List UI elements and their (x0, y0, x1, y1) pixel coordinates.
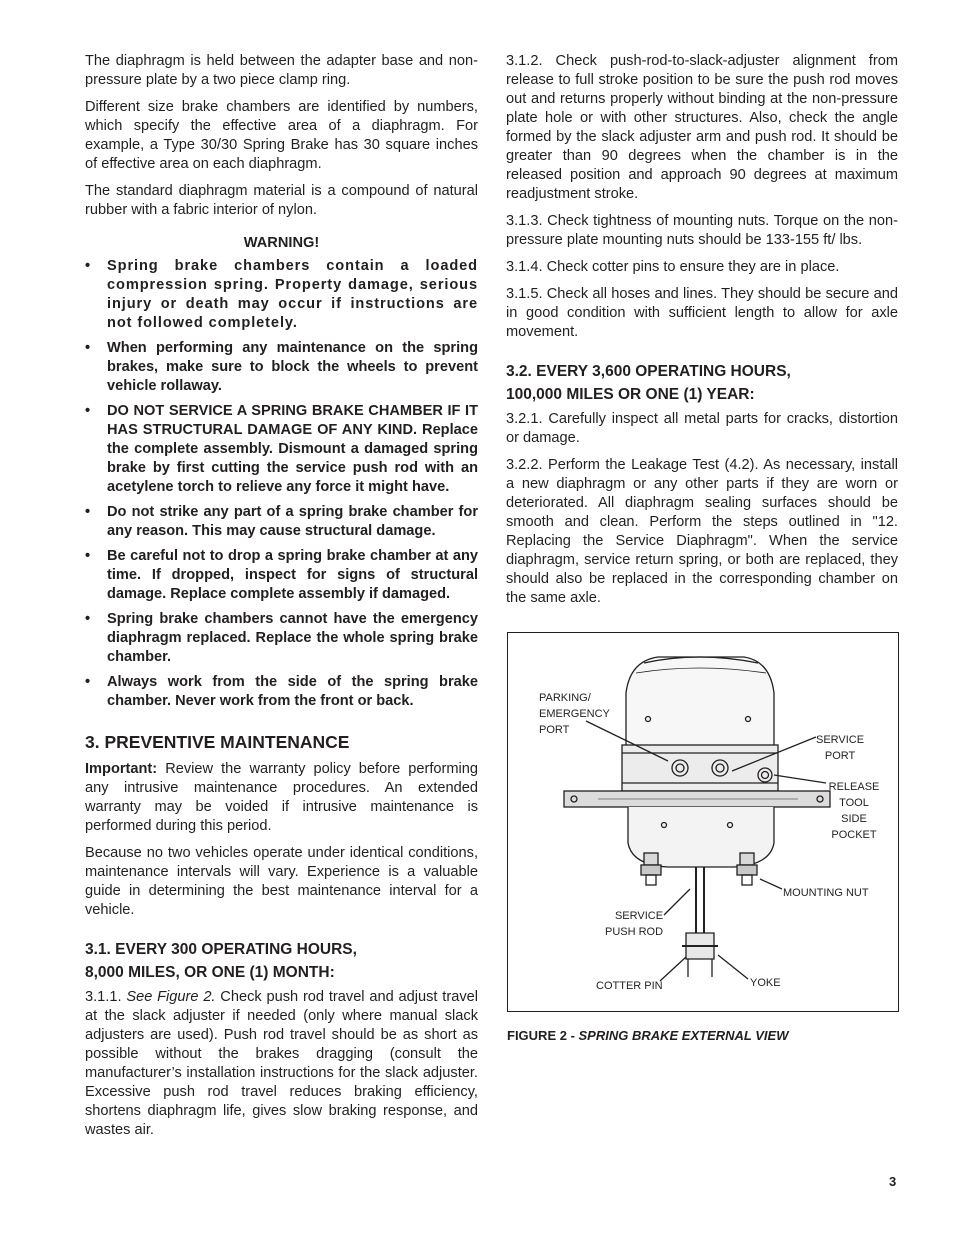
paragraph: 3.1.5. Check all hoses and lines. They should be secure and in good condition with sufficient length to allow for axle movement. (506, 286, 898, 340)
paragraph: 3.1.3. Check tightness of mounting nuts. Torque on the non-pressure plate mounting nuts should be 133-155 ft/ lbs. (506, 213, 898, 248)
right-column (506, 52, 898, 616)
service-port-label (816, 732, 864, 764)
label-line: SERVICE (816, 734, 865, 746)
section-heading: 3. PREVENTIVE MAINTENANCE (85, 732, 350, 752)
warning-item: • DO NOT SERVICE A SPRING BRAKE CHAMBER IF IT HAS STRUCTURAL DAMAGE OF ANY KIND. Replace the complete assembly. Dismount a damaged spring brake by first cutting the service push rod with an acetylene torch to relieve any force it might have. (85, 402, 478, 497)
release-tool-side-pocket-label (828, 779, 880, 843)
warning-item: • When performing any maintenance on the spring brakes, make sure to block the wheels to prevent vehicle rollaway. (85, 339, 478, 396)
warning-title: WARNING! (243, 235, 320, 251)
figure-reference: See Figure 2. (126, 989, 216, 1005)
service-push-rod-label (605, 908, 663, 940)
paragraph (85, 988, 478, 1140)
label-line: PUSH ROD (605, 926, 664, 938)
paragraph: 3.2.1. Carefully inspect all metal parts for cracks, distortion or damage. (506, 411, 898, 446)
paragraph: Different size brake chambers are identified by numbers, which specify the effective area of a diaphragm. For example, a Type 30/30 Spring Brake has 30 square inches of effective area on each diaphragm. (85, 99, 478, 172)
item-text: Check push rod travel and adjust travel at the slack adjuster if needed (only where manual slack adjusters are used). Push rod travel should be as short as possible without the brakes dragging (consult the manufacturer’s installation instructions for the slack adjuster. Excessive push rod travel reduces braking efficiency, shortens diaphragm life, gives slow braking response, and wastes air. (85, 989, 478, 1138)
subsection-heading-line: 100,000 MILES OR ONE (1) YEAR: (506, 386, 755, 403)
caption-title: SPRING BRAKE EXTERNAL VIEW (578, 1028, 789, 1043)
warning-item: • Always work from the side of the spring brake chamber. Never work from the front or back. (85, 673, 478, 711)
figure-2 (507, 632, 899, 1012)
warning-item: • Spring brake chambers contain a loaded compression spring. Property damage, serious injury or death may occur if instructions are not followed completely. (85, 257, 478, 333)
important-text: Review the warranty policy before performing any intrusive maintenance procedures. An extended warranty may be voided if intrusive maintenance is performed during this period. (85, 761, 478, 834)
cotter-pin-label: COTTER PIN (596, 980, 663, 992)
important-paragraph (85, 760, 478, 836)
label-line: POCKET (831, 829, 877, 841)
warning-item: • Do not strike any part of a spring brake chamber for any reason. This may cause structural damage. (85, 503, 478, 541)
paragraph: The diaphragm is held between the adapter base and non-pressure plate by a two piece clamp ring. (85, 53, 478, 88)
page-number: 3 (889, 1174, 897, 1189)
label-line: PORT (539, 724, 570, 736)
figure-caption (507, 1028, 788, 1043)
label-line: SIDE (841, 813, 867, 825)
label-line: SERVICE (614, 910, 664, 922)
paragraph: 3.1.2. Check push-rod-to-slack-adjuster alignment from release to full stroke position to be sure the push rod moves out and returns properly without binding at the non-pressure plate hole or with other structures. Also, check the angle formed by the slack adjuster arm and push rod. It should be greater than 90 degrees when the chamber is in the released position and approach 90 degrees at maximum readjustment stroke. (506, 53, 898, 202)
item-number: 3.1.1. (85, 989, 127, 1005)
left-column (85, 52, 478, 1148)
caption-prefix: FIGURE 2 - (507, 1028, 579, 1043)
paragraph: Because no two vehicles operate under identical conditions, maintenance intervals will vary. Experience is a valuable guide in determining the best maintenance interval for a vehicle. (85, 845, 478, 918)
warning-item: • Be careful not to drop a spring brake chamber at any time. If dropped, inspect for signs of structural damage. Replace complete assembly if damaged. (85, 547, 478, 604)
important-label: Important: (85, 761, 158, 777)
paragraph: 3.2.2. Perform the Leakage Test (4.2). As necessary, install a new diaphragm or any other parts if they are worn or deteriorated. All diaphragm sealing surfaces should be smooth and clean. Perform the steps outlined in "12. Replacing the Service Diaphragm". When the service diaphragm, service return spring, or both are replaced, they should also be replaced in the corresponding chamber on the same axle. (506, 457, 898, 606)
paragraph: 3.1.4. Check cotter pins to ensure they are in place. (506, 259, 840, 275)
subsection-heading (506, 360, 898, 406)
yoke-label: YOKE (750, 977, 781, 989)
warning-item: • Spring brake chambers cannot have the emergency diaphragm replaced. Replace the whole spring brake chamber. (85, 610, 478, 667)
subsection-heading-line: 3.2. EVERY 3,600 OPERATING HOURS, (506, 363, 791, 380)
warning-list (85, 257, 478, 711)
label-line: PORT (824, 750, 856, 762)
label-line: TOOL (839, 797, 869, 809)
subsection-heading-line: 8,000 MILES, OR ONE (1) MONTH: (85, 964, 335, 981)
subsection-heading (85, 938, 478, 984)
label-line: EMERGENCY (539, 708, 610, 720)
mounting-nut-label: MOUNTING NUT (783, 887, 869, 899)
label-line: RELEASE (828, 781, 880, 793)
paragraph: The standard diaphragm material is a compound of natural rubber with a fabric interior of nylon. (85, 183, 478, 218)
subsection-heading-line: 3.1. EVERY 300 OPERATING HOURS, (85, 941, 357, 958)
label-line: PARKING/ (539, 692, 591, 704)
parking-emergency-port-label (539, 690, 610, 738)
